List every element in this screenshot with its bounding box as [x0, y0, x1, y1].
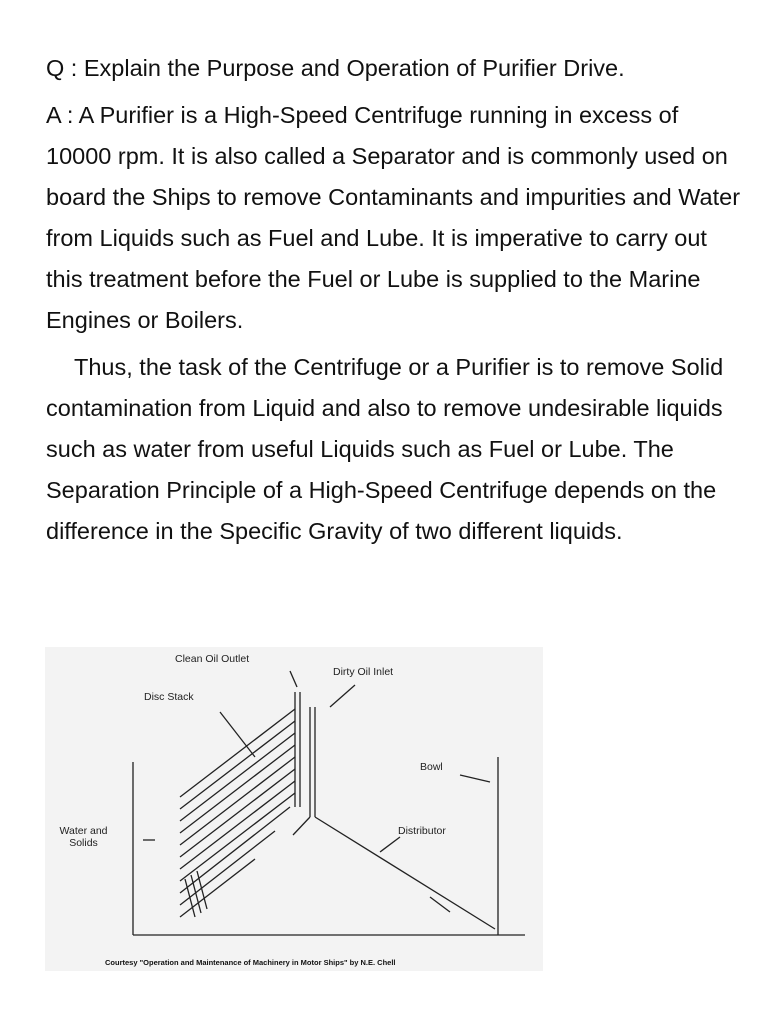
text-content: [46, 48, 746, 558]
disc-stack-label: Disc Stack: [144, 691, 194, 703]
question-text: Q : Explain the Purpose and Operation of Purifier Drive.: [46, 55, 625, 81]
bowl-label: Bowl: [420, 761, 443, 773]
answer-paragraph-2: Thus, the task of the Centrifuge or a Purifier is to remove Solid contamination from Liquid and also to remove undesirable liquids such as water from useful Liquids such as Fuel or Lube. The Separation Principle of a High-Speed Centrifuge depends on the difference in the Specific Gravity of two different liquids.: [46, 354, 724, 544]
answer-paragraph-1: A : A Purifier is a High-Speed Centrifuge running in excess of 10000 rpm. It is also called a Separator and is commonly used on board the Ships to remove Contaminants and impurities and Water from Liquids such as Fuel and Lube. It is imperative to carry out this treatment before the Fuel or Lube is supplied to the Marine Engines or Boilers.: [46, 102, 741, 333]
purifier-diagram-drawing: [45, 647, 543, 971]
water-and-solids-label: Water and Solids: [59, 825, 108, 849]
distributor-label: Distributor: [398, 825, 446, 837]
dirty-oil-inlet-label: Dirty Oil Inlet: [333, 666, 394, 678]
purifier-diagram: [45, 647, 543, 971]
figure-caption: Courtesy "Operation and Maintenance of Machinery in Motor Ships" by N.E. Chell: [105, 958, 396, 967]
clean-oil-outlet-label: Clean Oil Outlet: [175, 653, 250, 665]
